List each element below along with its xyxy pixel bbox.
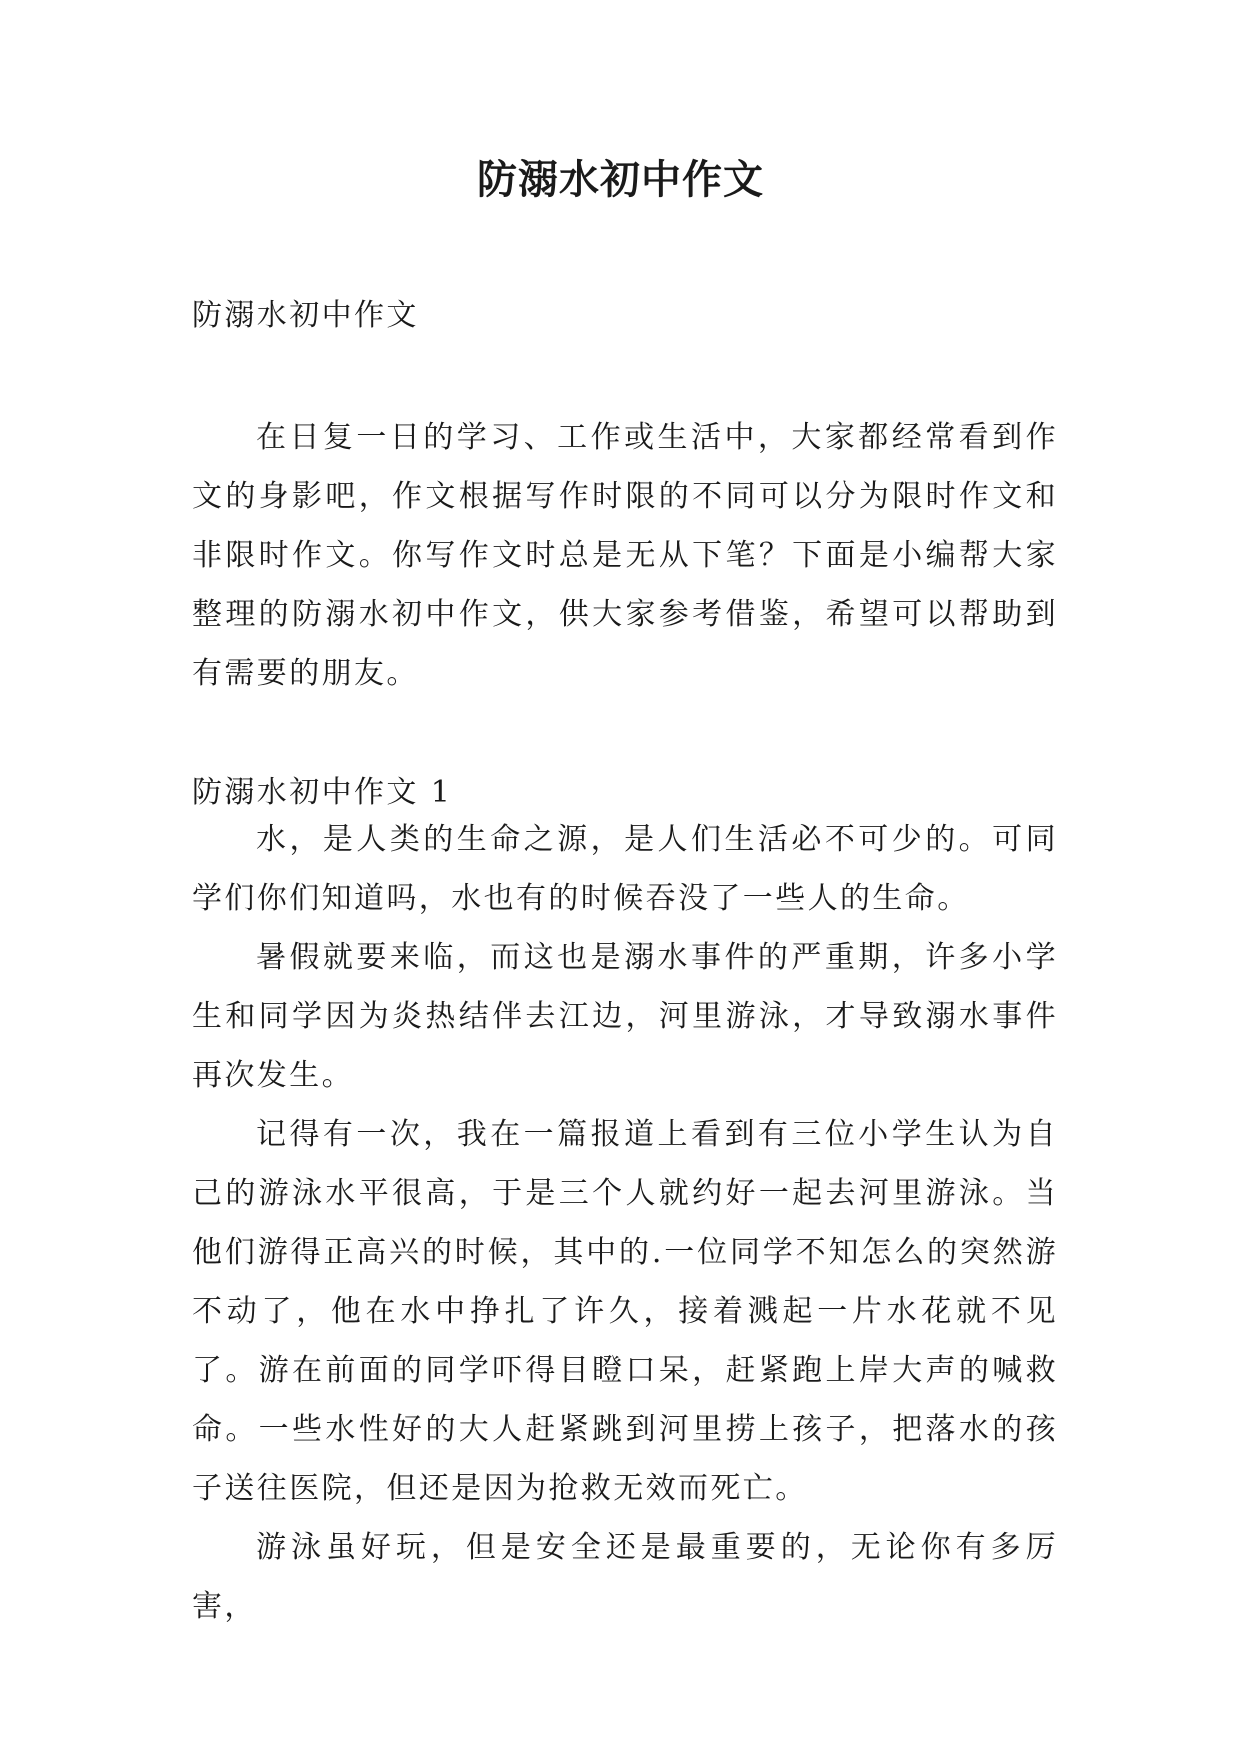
intro-paragraph: 在日复一日的学习、工作或生活中，大家都经常看到作文的身影吧，作文根据写作时限的不同可以分为限时作文和非限时作文。你写作文时总是无从下笔？下面是小编帮大家整理的防溺水初中作文，供大家参考借鉴，希望可以帮助到有需要的朋友。	[192, 420, 1058, 691]
document-subtitle: 防溺水初中作文	[192, 298, 419, 333]
essay-body	[192, 810, 1058, 1636]
section-heading: 防溺水初中作文 1	[192, 775, 453, 810]
essay-paragraph-1: 水，是人类的生命之源，是人们生活必不可少的。可同学们你们知道吗，水也有的时候吞没了一些人的生命。	[192, 822, 1058, 916]
essay-paragraph-4: 游泳虽好玩，但是安全还是最重要的，无论你有多厉害，	[192, 1530, 1058, 1624]
essay-paragraph-3: 记得有一次，我在一篇报道上看到有三位小学生认为自己的游泳水平很高，于是三个人就约好一起去河里游泳。当他们游得正高兴的时候，其中的.一位同学不知怎么的突然游不动了，他在水中挣扎了许久，接着溅起一片水花就不见了。游在前面的同学吓得目瞪口呆，赶紧跑上岸大声的喊救命。一些水性好的大人赶紧跳到河里捞上孩子，把落水的孩子送往医院，但还是因为抢救无效而死亡。	[192, 1117, 1058, 1506]
essay-paragraph-2: 暑假就要来临，而这也是溺水事件的严重期，许多小学生和同学因为炎热结伴去江边，河里游泳，才导致溺水事件再次发生。	[192, 940, 1058, 1093]
document-title: 防溺水初中作文	[477, 156, 764, 203]
